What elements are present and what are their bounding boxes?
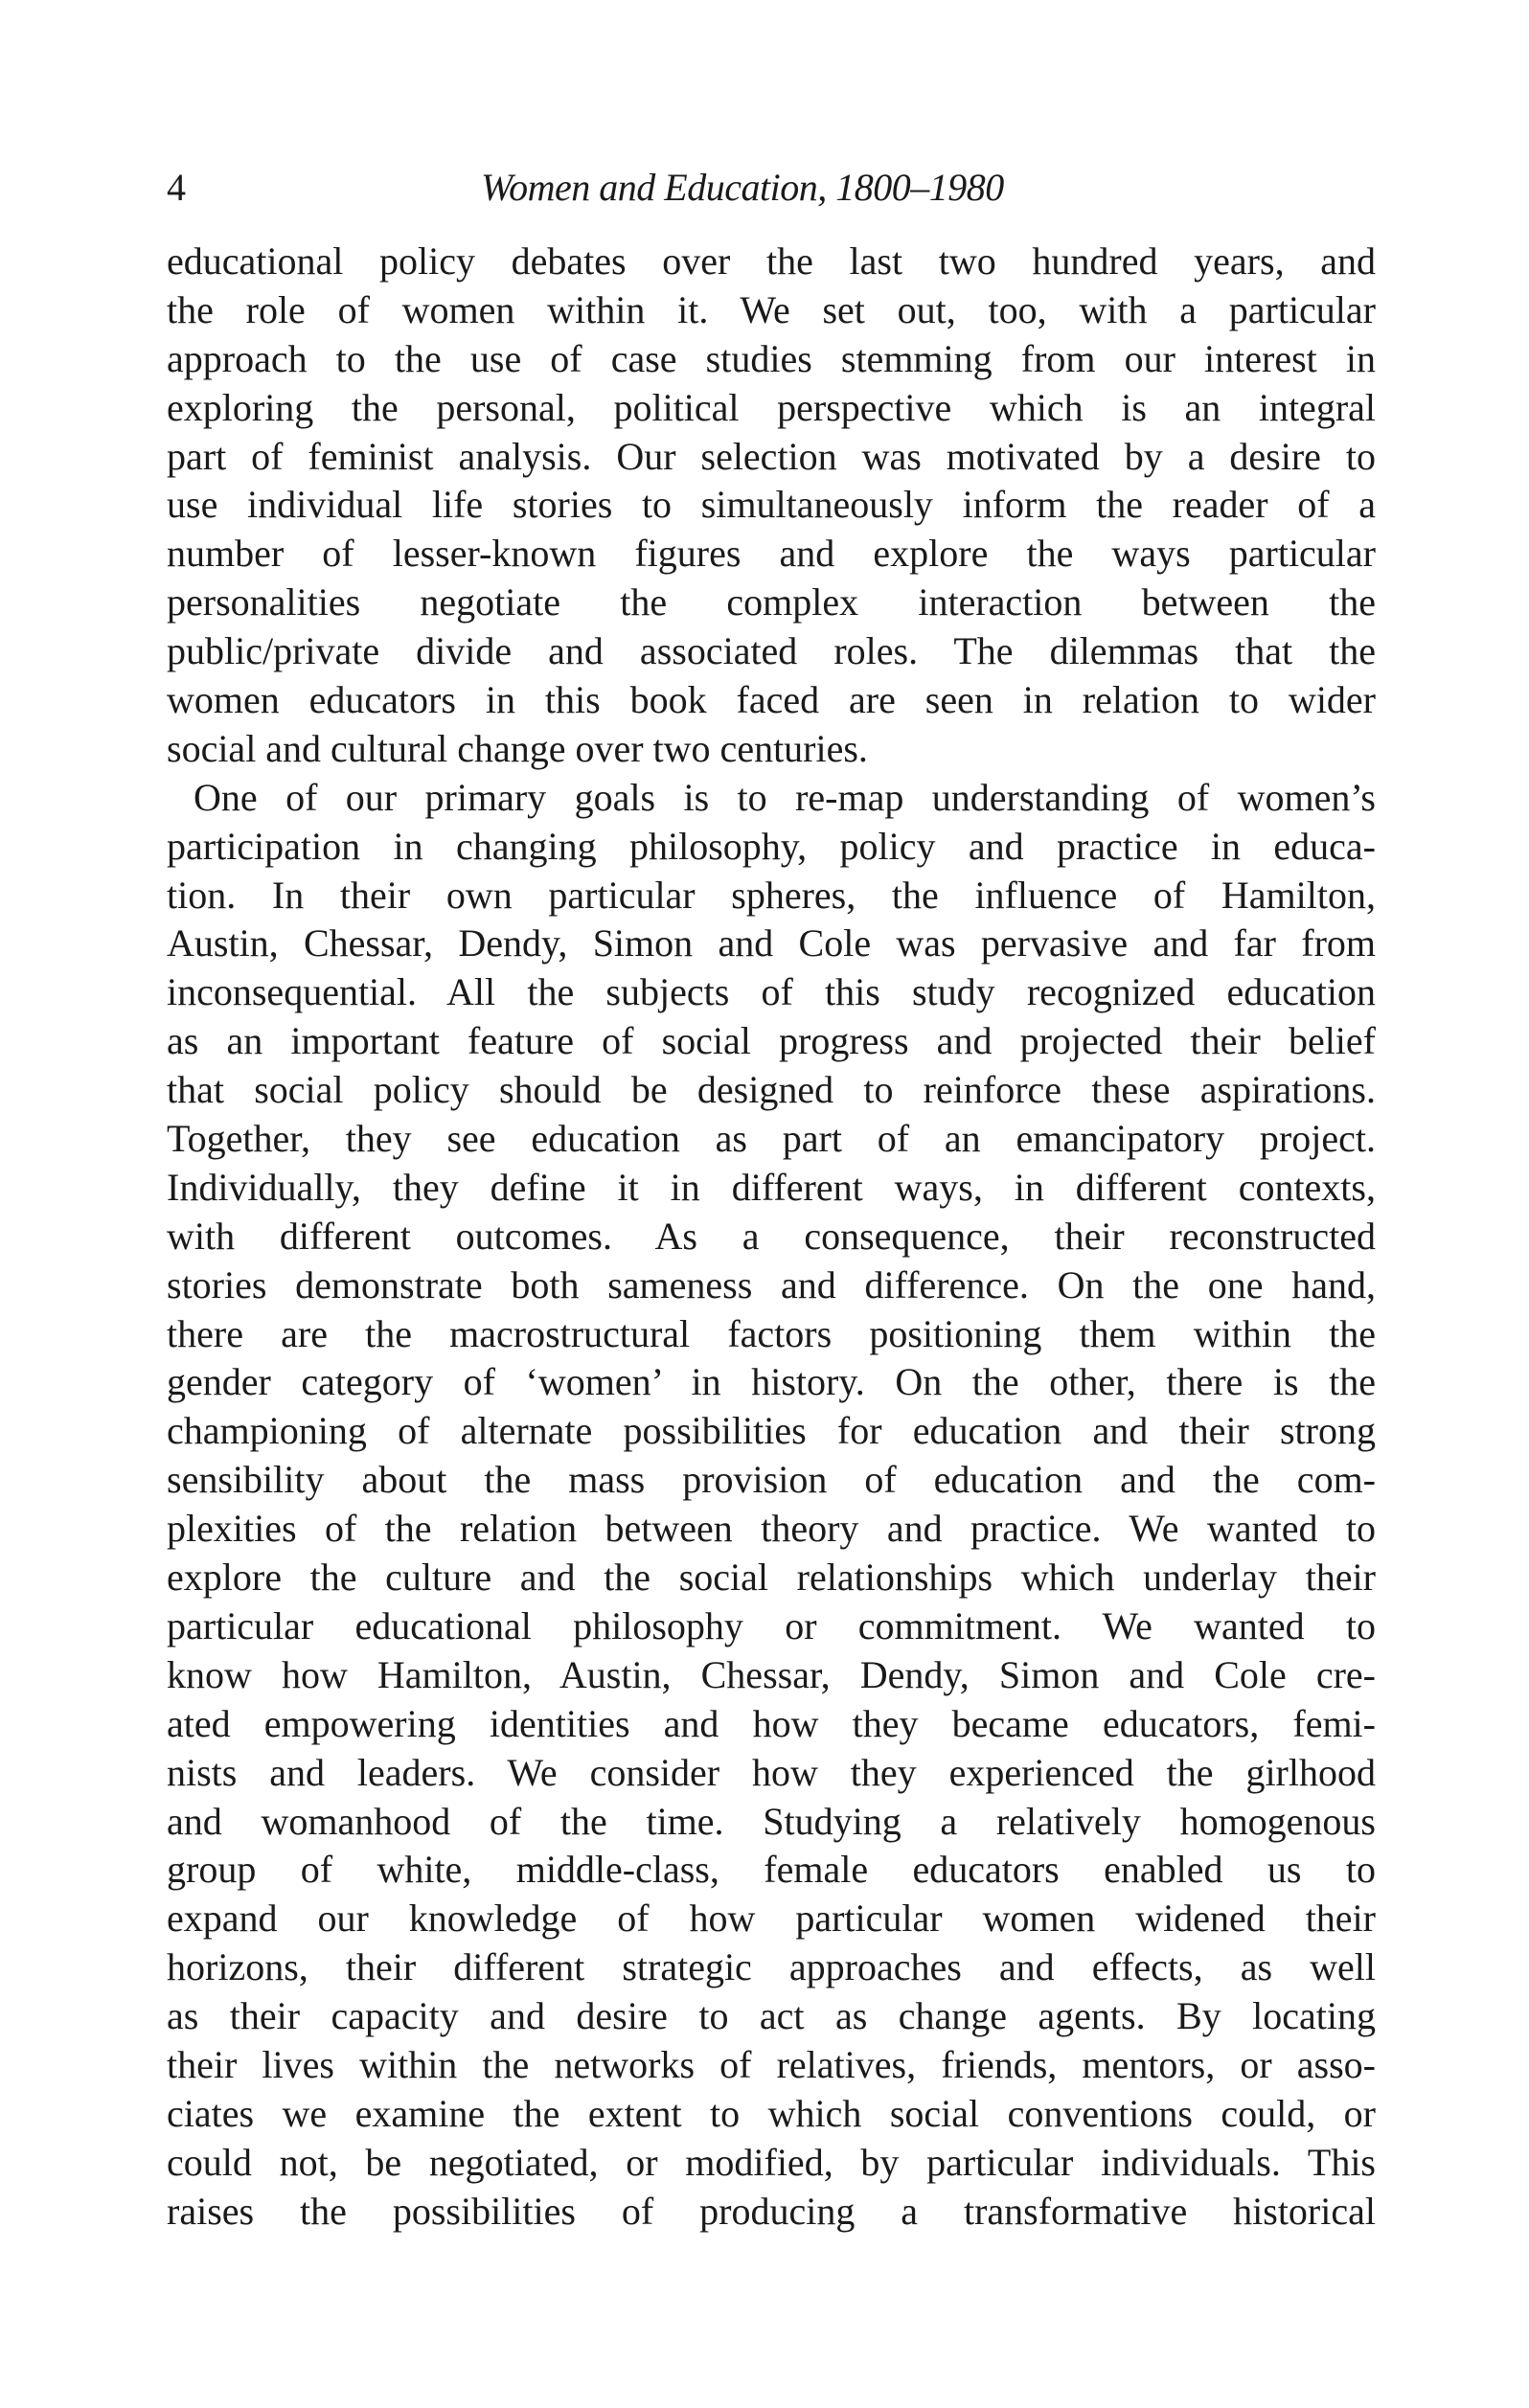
text-line: and womanhood of the time. Studying a relatively homogenous [167, 1799, 1376, 1843]
text-line: participation in changing philosophy, policy and practice in educa- [167, 824, 1376, 868]
text-line: particular educational philosophy or commitment. We wanted to [167, 1603, 1376, 1647]
text-line: public/private divide and associated roles. The dilemmas that the [167, 629, 1376, 673]
text-line: ciates we examine the extent to which social conventions could, or [167, 2091, 1376, 2135]
text-line: nists and leaders. We consider how they experienced the girlhood [167, 1750, 1376, 1794]
text-line: Together, they see education as part of an emancipatory project. [167, 1117, 1376, 1161]
text-line: One of our primary goals is to re-map understanding of women’s [194, 775, 1376, 819]
text-line: raises the possibilities of producing a transformative historical [167, 2189, 1376, 2233]
text-line: exploring the personal, political perspective which is an integral [167, 385, 1376, 429]
text-line: could not, be negotiated, or modified, by particular individuals. This [167, 2140, 1376, 2184]
text-line: women educators in this book faced are seen in relation to wider [167, 678, 1376, 722]
paragraph [167, 238, 1376, 774]
text-line: use individual life stories to simultaneously inform the reader of a [167, 483, 1376, 527]
book-title: Women and Education, 1800–1980 [481, 166, 1004, 209]
text-line: Austin, Chessar, Dendy, Simon and Cole was pervasive and far from [167, 921, 1376, 965]
text-line: social and cultural change over two centuries. [167, 726, 868, 770]
text-line: stories demonstrate both sameness and difference. On the one hand, [167, 1262, 1376, 1306]
text-line: the role of women within it. We set out, too, with a particular [167, 287, 1376, 331]
text-line: with different outcomes. As a consequence, their reconstructed [167, 1214, 1376, 1258]
paragraph [167, 774, 1376, 2237]
text-line: that social policy should be designed to reinforce these aspirations. [167, 1068, 1376, 1112]
text-line: sensibility about the mass provision of education and the com- [167, 1458, 1376, 1502]
text-line: personalities negotiate the complex interaction between the [167, 580, 1376, 625]
text-line: plexities of the relation between theory and practice. We wanted to [167, 1507, 1376, 1551]
text-line: expand our knowledge of how particular women widened their [167, 1897, 1376, 1941]
text-line: know how Hamilton, Austin, Chessar, Dendy, Simon and Cole cre- [167, 1652, 1376, 1696]
text-line: group of white, middle-class, female educators enabled us to [167, 1848, 1376, 1892]
text-line: championing of alternate possibilities for education and their strong [167, 1409, 1376, 1453]
text-line: educational policy debates over the last two hundred years, and [167, 239, 1376, 283]
text-line: gender category of ‘women’ in history. On the other, there is the [167, 1360, 1376, 1404]
text-line: as their capacity and desire to act as change agents. By locating [167, 1994, 1376, 2038]
text-line: tion. In their own particular spheres, the influence of Hamilton, [167, 873, 1376, 917]
running-head [167, 165, 1376, 213]
text-line: inconsequential. All the subjects of this study recognized education [167, 970, 1376, 1014]
text-line: number of lesser-known figures and explore the ways particular [167, 532, 1376, 576]
text-line: as an important feature of social progress and projected their belief [167, 1019, 1376, 1063]
text-line: explore the culture and the social relationships which underlay their [167, 1556, 1376, 1600]
page-number: 4 [167, 166, 186, 209]
text-line: there are the macrostructural factors positioning them within the [167, 1311, 1376, 1355]
text-line: Individually, they define it in different ways, in different contexts, [167, 1165, 1376, 1209]
text-line: approach to the use of case studies stemming from our interest in [167, 336, 1376, 380]
text-line: ated empowering identities and how they became educators, femi- [167, 1701, 1376, 1745]
text-line: part of feminist analysis. Our selection was motivated by a desire to [167, 434, 1376, 478]
text-line: their lives within the networks of relatives, friends, mentors, or asso- [167, 2042, 1376, 2086]
text-line: horizons, their different strategic approaches and effects, as well [167, 1945, 1376, 1989]
body-text [167, 238, 1376, 2237]
